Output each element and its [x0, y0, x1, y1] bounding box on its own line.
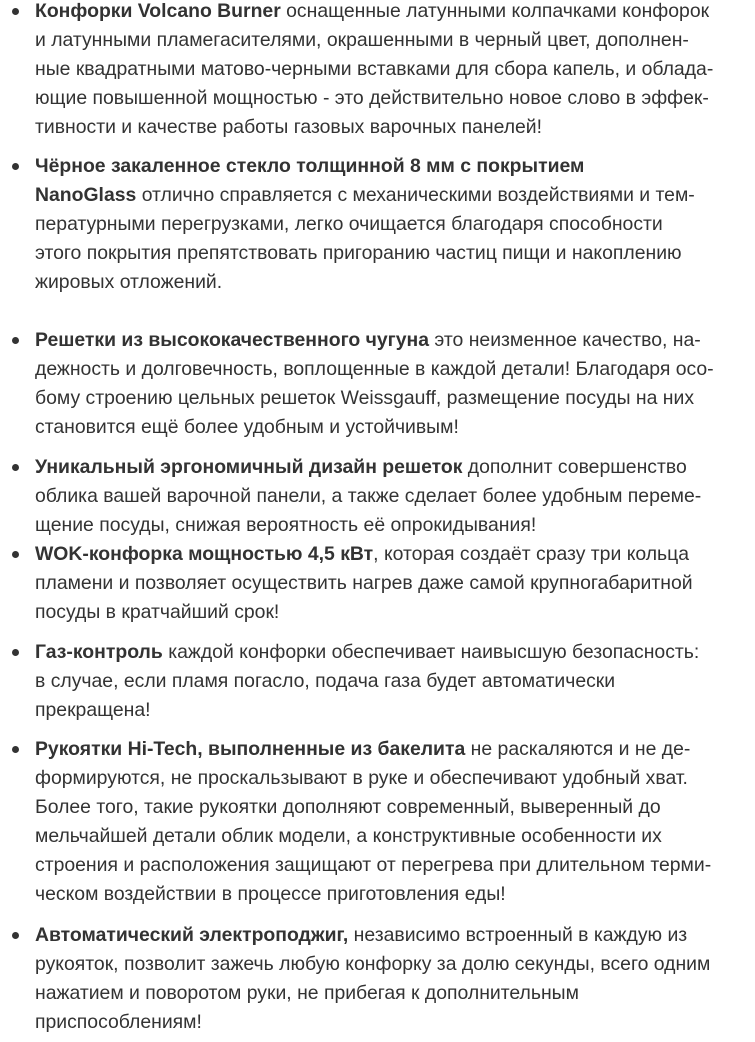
bold-lead: Рукоятки Hi-Tech, выполненные из бакелита	[35, 738, 466, 760]
text: приспособлениям!	[35, 1011, 202, 1033]
text: не раскаляются и не де-	[465, 738, 691, 760]
bold-lead: Автоматический электроподжиг,	[35, 924, 349, 946]
text-line	[35, 268, 747, 297]
text: облика вашей варочной панели, а также сделает более удобным переме-	[35, 485, 702, 507]
text-line	[35, 326, 747, 355]
text-line	[35, 851, 747, 880]
text-line	[35, 113, 747, 142]
text: ющие повышенной мощностью - это действительно новое слово в эффек-	[35, 87, 709, 109]
text-line	[35, 696, 747, 725]
text-line	[35, 569, 747, 598]
text-line	[35, 482, 747, 511]
text-line	[35, 239, 747, 268]
text: независимо встроенный в каждую из	[348, 924, 688, 946]
text-line	[35, 413, 747, 442]
text: и латунными пламегасителями, окрашенными в черный цвет, дополнен-	[35, 29, 689, 51]
text-line	[35, 921, 747, 950]
text-line	[35, 84, 747, 113]
feature-bakelite-handles	[35, 735, 747, 909]
text-line	[35, 638, 747, 667]
text: мельчайшей детали облик модели, а конструктивные особенности их	[35, 825, 662, 847]
text: дежность и долговечность, воплощенные в каждой детали! Благодаря осо-	[35, 358, 714, 380]
text: нажатием и поворотом руки, не прибегая к дополнительным	[35, 982, 579, 1004]
feature-auto-ignition	[35, 921, 747, 1037]
text: щение посуды, снижая вероятность её опрокидывания!	[35, 514, 537, 536]
text-line	[35, 181, 747, 210]
bold-lead: NanoGlass	[35, 184, 137, 206]
text-line	[35, 26, 747, 55]
text-line	[35, 979, 747, 1008]
text-line	[35, 598, 747, 627]
text-line	[35, 0, 747, 26]
feature-cast-iron-grates	[35, 326, 747, 442]
text: посуды в кратчайший срок!	[35, 601, 280, 623]
text-line	[35, 764, 747, 793]
text: пературными перегрузками, легко очищается благодаря способности	[35, 213, 663, 235]
feature-gas-control	[35, 638, 747, 725]
text-line	[35, 667, 747, 696]
text: тивности и качестве работы газовых варочных панелей!	[35, 116, 543, 138]
text-line	[35, 793, 747, 822]
bold-lead: Решетки из высококачественного чугуна	[35, 329, 430, 351]
text: становится ещё более удобным и устойчивым!	[35, 416, 459, 438]
text: каждой конфорки обеспечивает наивысшую безопасность:	[162, 641, 700, 663]
text: в случае, если пламя погасло, подача газа будет автоматически	[35, 670, 616, 692]
text: прекращена!	[35, 699, 151, 721]
text-line	[35, 540, 747, 569]
text: дополнит совершенство	[462, 456, 687, 478]
bold-lead: Конфорки Volcano Burner	[35, 0, 281, 22]
text-line	[35, 880, 747, 909]
text: рукояток, позволит зажечь любую конфорку за долю секунды, всего одним	[35, 953, 711, 975]
text: это неизменное качество, на-	[429, 329, 701, 351]
text: жировых отложений.	[35, 271, 223, 293]
bold-lead: Уникальный эргономичный дизайн решеток	[35, 456, 463, 478]
text-line	[35, 950, 747, 979]
text-line	[35, 55, 747, 84]
text: пламени и позволяет осуществить нагрев даже самой крупногабаритной	[35, 572, 693, 594]
text-line	[35, 355, 747, 384]
text: этого покрытия препятствовать пригоранию частиц пищи и накоплению	[35, 242, 682, 264]
text-line	[35, 152, 747, 181]
text: Более того, такие рукоятки дополняют современный, выверенный до	[35, 796, 661, 818]
text-line	[35, 210, 747, 239]
text: бому строению цельных решеток Weissgauff, размещение посуды на них	[35, 387, 695, 409]
text-line	[35, 453, 747, 482]
feature-volcano-burner	[35, 0, 747, 142]
feature-nanoglass	[35, 152, 747, 297]
text-line	[35, 511, 747, 540]
text-line	[35, 735, 747, 764]
text: ные квадратными матово-черными вставками для сбора капель, и облада-	[35, 58, 714, 80]
text-line	[35, 1008, 747, 1037]
bold-lead: Чёрное закаленное стекло толщинной 8 мм с покрытием	[35, 155, 585, 177]
text: оснащенные латунными колпачками конфорок	[280, 0, 710, 22]
text: формируются, не проскальзывают в руке и обеспечивают удобный хват.	[35, 767, 688, 789]
feature-ergonomic-design	[35, 453, 747, 540]
text: строения и расположения защищают от перегрева при длительном терми-	[35, 854, 712, 876]
text: , которая создаёт сразу три кольца	[373, 543, 690, 565]
feature-wok-burner	[35, 540, 747, 627]
bold-lead: WOK-конфорка мощностью 4,5 кВт	[35, 543, 374, 565]
text: отлично справляется с механическими воздействиями и тем-	[136, 184, 695, 206]
text-line	[35, 384, 747, 413]
text-line	[35, 822, 747, 851]
text: ческом воздействии в процессе приготовления еды!	[35, 883, 506, 905]
bold-lead: Газ-контроль	[35, 641, 163, 663]
